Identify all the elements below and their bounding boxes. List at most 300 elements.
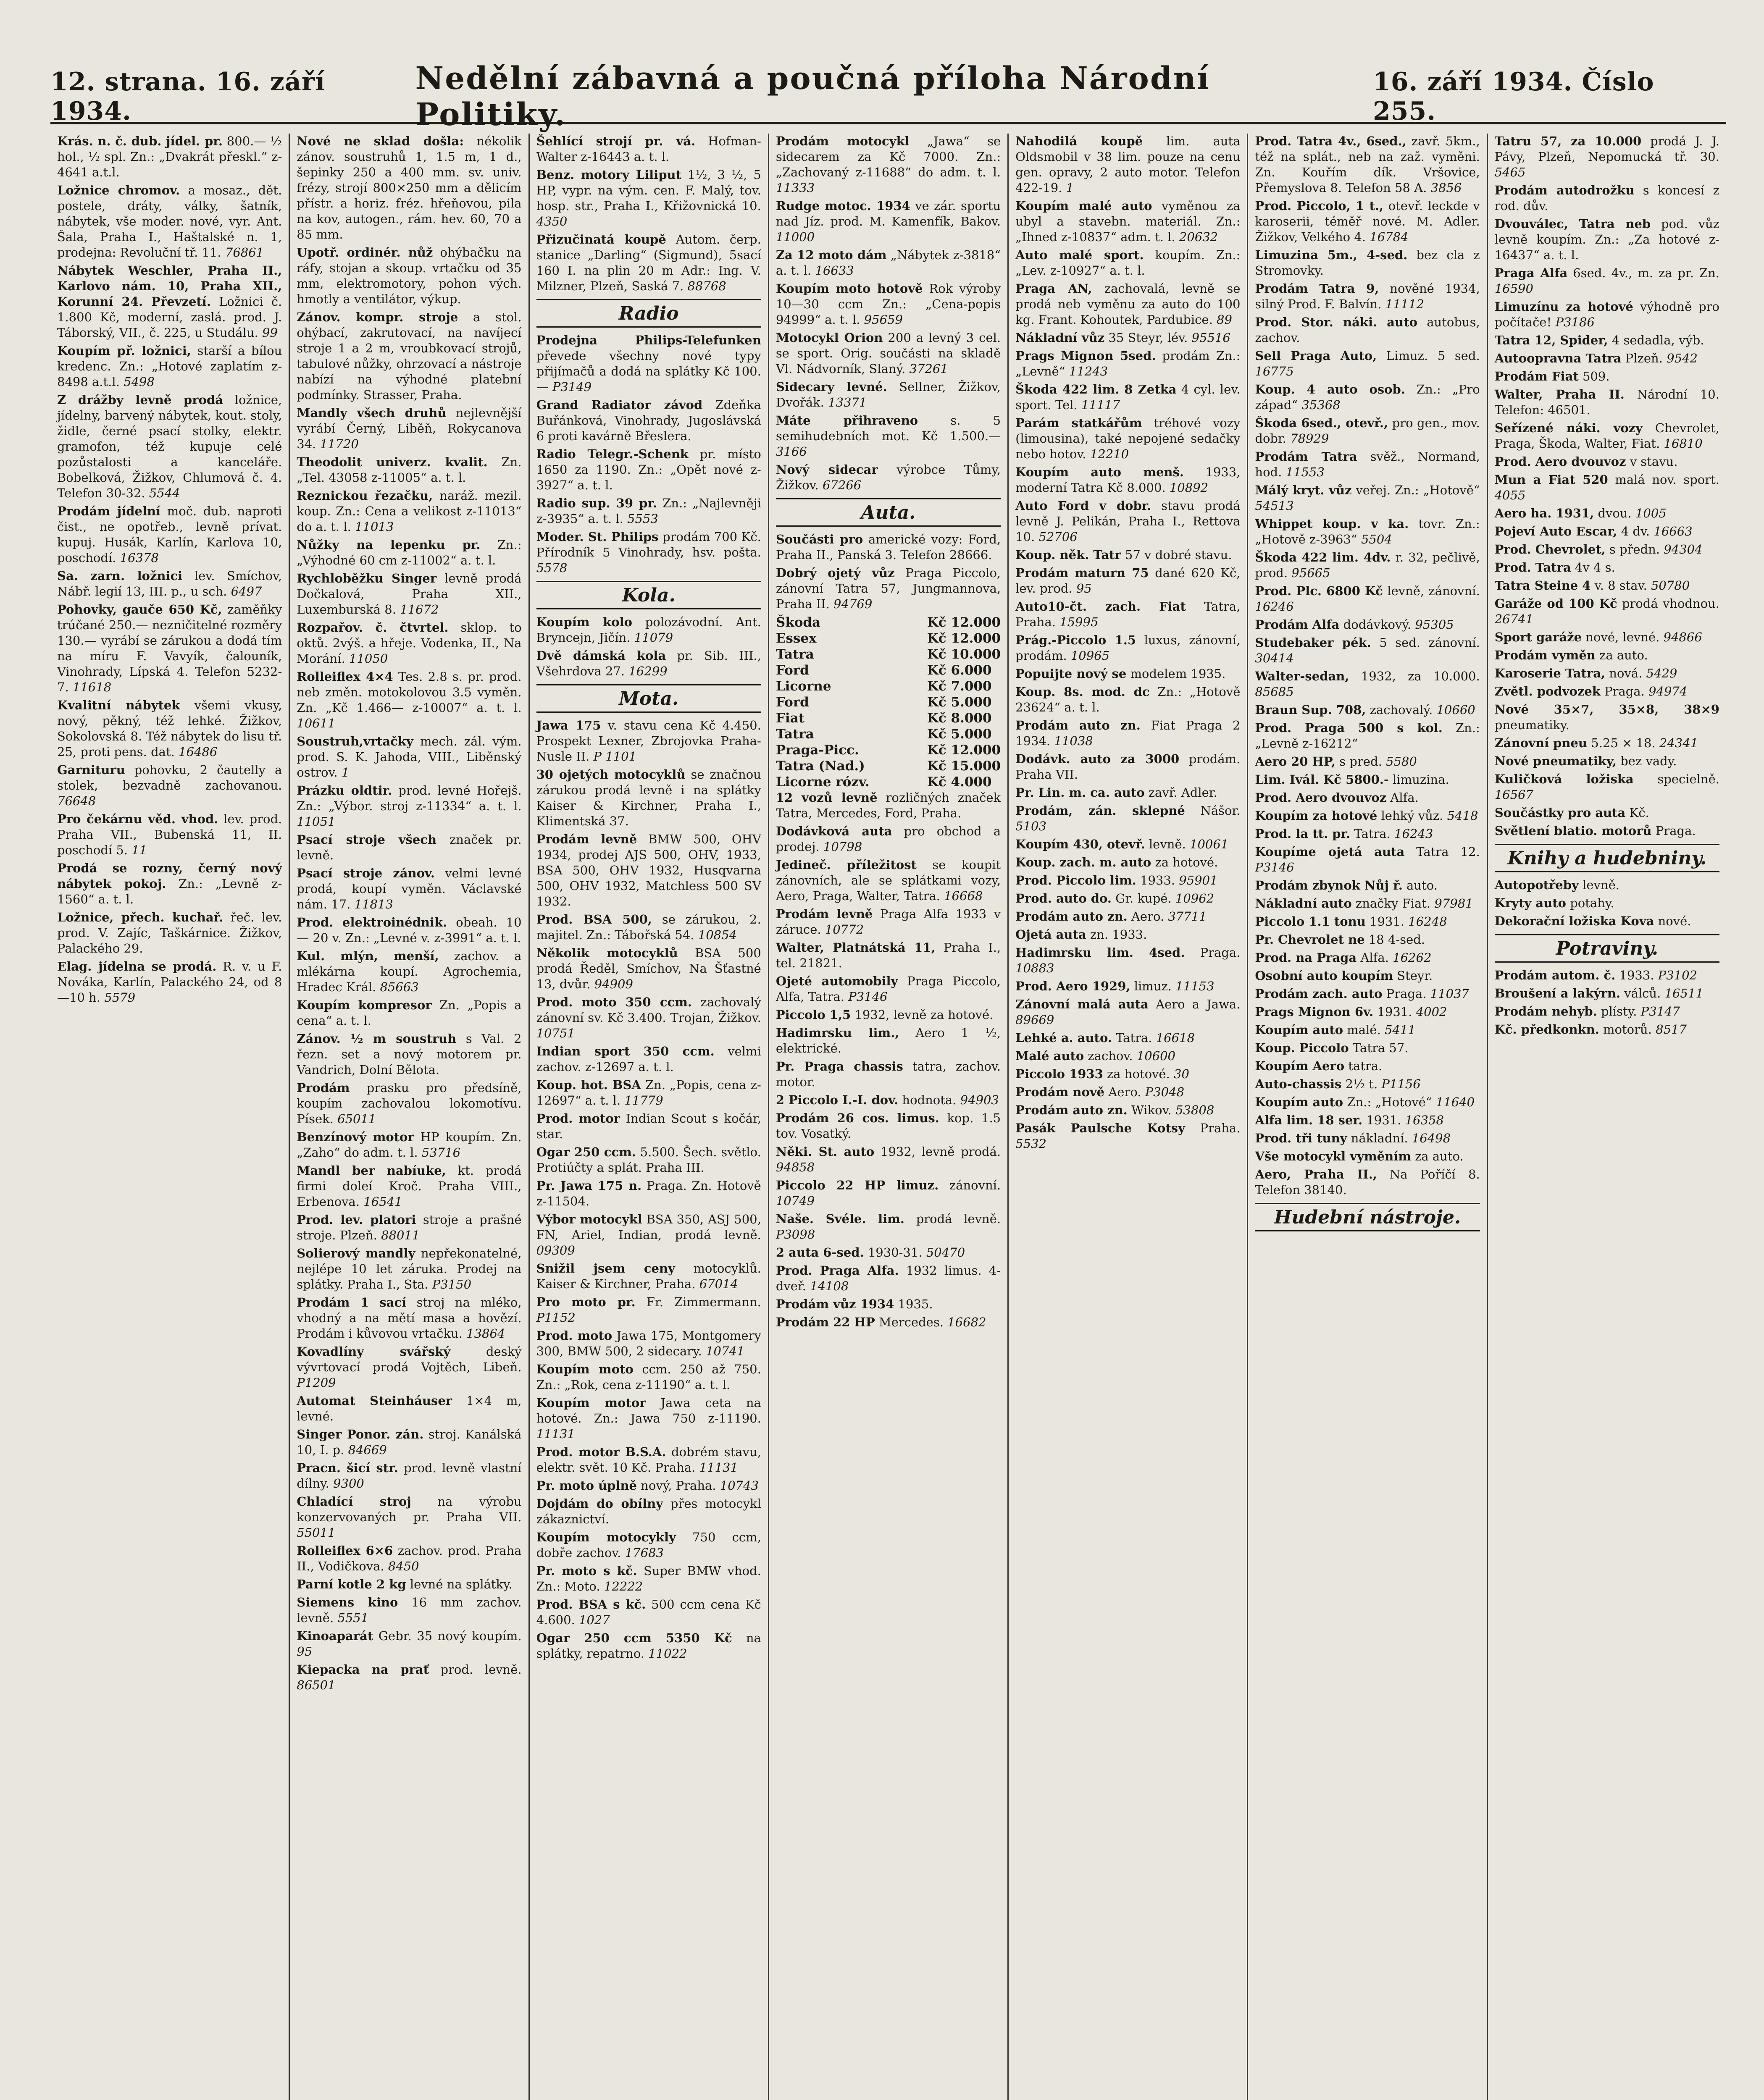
classified-ad [536,1044,761,1075]
ad-headline: Koupíme ojetá auta [1255,845,1405,859]
ad-body: válců. [1620,986,1661,1000]
ad-headline: Koupím moto [536,1362,634,1376]
ad-body: 1½, 3 ½, 5 HP, vypr. na vým. cen. F. Malý, tov. hosp. str., Praha I., Křižovnická 10. [536,168,761,213]
classified-ad [297,488,521,535]
ad-headline: Sell Praga Auto, [1255,349,1377,363]
ad-headline: Nahodilá koupě [1015,134,1143,148]
classified-ad [1255,281,1480,312]
ad-headline: Koup. něk. Tatr [1015,548,1121,562]
ad-reference-code: 5498 [119,375,155,389]
ad-reference-code: 11051 [297,814,336,829]
ad-body: levně. [1578,878,1619,892]
ad-body: Praga. [1600,684,1645,698]
ad-body: Autom. čerp. stanice „Darling“ (Sigmund), 5sací 160 I. na plin 20 m Adr.: Ing. V. Milzner, Plzeň, Saská 7. [536,232,761,293]
classified-ad [1495,351,1719,366]
classified-ad [57,959,282,1005]
ad-reference-code: 16682 [943,1315,986,1329]
ad-headline: Benzínový motor [297,1130,414,1144]
classified-ad [297,1662,521,1693]
ad-body: zánovní. [939,1178,1001,1192]
classified-ad [57,183,282,260]
classified-ad [1495,895,1719,911]
ad-headline: Prod. Aero 1929, [1015,979,1130,993]
ad-headline: Prod. na Praga [1255,950,1357,965]
ad-headline: Prod. Praga 500 s kol. [1255,721,1443,735]
ad-body: prodám 700 Kč. Přírodník 5 Vinohrady, hsv. pošta. [536,530,761,559]
ad-reference-code: 35368 [1298,398,1341,412]
classified-ad [1255,483,1480,514]
classified-ad [1015,873,1240,888]
ad-headline: Nové 35×7, 35×8, 38×9 [1494,702,1719,717]
ad-body: luxus, zánovní, prodám. [1015,633,1241,663]
classified-ad [1495,134,1719,180]
ad-headline: Motocykl Orion [776,331,883,345]
price-table-make: Praga-Picc. [776,743,859,758]
ad-reference-code: 10061 [1186,837,1229,851]
ad-reference-code: 95659 [860,312,903,327]
ad-body: nový, Praha. [636,1478,716,1493]
ad-headline: Psací stroje zánov. [297,866,435,880]
ad-headline: Prodám Alfa [1255,617,1340,632]
ad-body: mech. zál. vým. prod. S. K. Jahoda, VIII., Liběnský ostrov. [297,734,522,780]
ad-body: moč. dub. naproti čist., ne opotřeb., levně prívat. kupuj. Husák, Karlín, Karlova 10, poschodí. [57,504,282,565]
ad-reference-code: 52706 [1035,530,1078,544]
classified-ad [1015,803,1240,834]
classified-ad [297,1295,521,1341]
ad-headline: Seřízené náki. vozy [1494,421,1643,435]
ad-body: zavř. Adler. [1144,785,1217,800]
ad-headline: Prod. Piccolo lim. [1015,873,1136,887]
ad-body: Aero. [1104,1085,1141,1099]
price-table-price: Kč 12.000 [927,743,1001,758]
ad-headline: Rudge motoc. 1934 [776,199,910,213]
ad-reference-code: 78929 [1286,431,1329,446]
ad-headline: Lehké a. auto. [1015,1031,1112,1045]
classified-ad [1015,330,1240,346]
classified-ad [1495,735,1719,751]
ad-headline: Radio Telegr.-Schenk [536,447,689,461]
ad-headline: Pracn. šicí str. [297,1461,398,1475]
ad-reference-code: 5418 [1443,808,1478,823]
classified-ad [297,571,521,617]
ad-reference-code: 94769 [829,597,873,611]
ad-reference-code: 10892 [1165,480,1209,495]
classified-ad [1495,299,1719,330]
classified-ad [1255,1076,1480,1092]
classified-ad [536,232,761,294]
ad-body: Zn.: „Hotové“ [1343,1095,1432,1109]
ad-headline: Walter, Praha II. [1494,387,1625,402]
ad-reference-code: 16784 [1366,230,1409,244]
classified-ad [297,915,521,946]
ad-headline: Zánov. ½ m soustruh [297,1032,457,1046]
ad-reference-code: 11013 [351,520,394,534]
ad-reference-code: 94866 [1659,630,1702,644]
ad-headline: Vše motocykl vyměním [1255,1149,1411,1163]
ad-body: BSA 500 prodá Ředěl, Smíchov, Na Šťastné 13, dvůr. [536,946,761,991]
classified-ad [776,198,1001,245]
price-table-make: Ford [776,663,809,678]
ad-reference-code: 16618 [1152,1031,1195,1045]
ad-headline: Dvě dámská kola [536,648,666,663]
ad-headline: Garnituru [57,763,125,777]
classified-ad [1015,498,1240,545]
ad-headline: Prodám motocykl [776,134,910,148]
classified-ad [1015,684,1240,715]
ad-body: za auto. [1411,1149,1464,1163]
ad-body: na výrobu konzervovaných pr. Praha VII. [297,1494,522,1524]
classified-ad [1495,369,1719,384]
ad-reference-code: 65011 [333,1112,376,1126]
ad-reference-code: 10749 [776,1194,815,1208]
ad-reference-code: 10883 [1015,961,1054,975]
classified-ad [776,824,1001,855]
ad-body: zachovalá, levně se prodá neb vyměnu za auto do 100 kg. Frant. Kohoutek, Pardubice. [1015,281,1241,327]
ad-body: ve zár. sportu nad Jíz. prod. M. Kamenfík, Bakov. [776,199,1001,228]
ad-headline: Koup. zach. m. auto [1015,855,1151,869]
classified-ad [536,1597,761,1628]
ad-headline: Rolleiflex 4×4 [297,669,393,684]
ad-headline: Ložnice, přech. kuchař. [57,910,223,924]
classified-ad [1495,420,1719,452]
ad-headline: Prázku oldtir. [297,783,392,798]
ad-headline: Piccolo 1.1 tonu [1255,914,1366,929]
ad-reference-code: 85685 [1255,685,1294,699]
ad-body: americké vozy: Ford, Praha II., Panská 3. Telefon 28666. [776,532,1001,562]
ad-body: Tatra, Praha. [1015,599,1241,629]
classified-ad [1255,348,1480,379]
ad-reference-code: 6497 [227,584,262,598]
ad-body: r. 32, pečlivě, prod. [1255,550,1480,580]
ad-headline: Několik motocyklů [536,946,678,960]
classified-ad [536,1563,761,1594]
ad-headline: Limuzínu za hotové [1494,299,1633,314]
ad-headline: Koupím moto hotově [776,281,923,296]
ad-headline: Prod. Plc. 6800 Kč [1255,584,1383,598]
ad-headline: Prodám autodrožku [1494,183,1635,197]
ad-body: svěž., Normand, hod. [1255,449,1480,479]
classified-ad [1255,617,1480,633]
classified-ad [1255,1058,1480,1074]
ad-headline: Kuličková ložiska [1494,772,1634,786]
classified-ad [536,945,761,992]
header-issue-number: 16. září 1934. Číslo 255. [1373,67,1654,126]
ad-body: 1932 limus. 4-dveř. [776,1263,1001,1293]
ad-body: 1932, levně prodá. [874,1144,1001,1159]
price-table-make: Licorne [776,679,831,694]
ad-body: prodám Zn.: „Levně“ [1015,349,1241,378]
classified-ad [536,1294,761,1326]
page-header [50,60,1726,133]
classified-ad [536,1478,761,1494]
classified-ad [57,811,282,858]
ad-body: lehký vůz. [1377,808,1443,823]
ad-body: tatra. [1344,1059,1383,1073]
classified-ad [1255,968,1480,984]
ad-headline: Prod. elektroinédnik. [297,915,447,929]
classified-ad [1255,754,1480,769]
ad-reference-code: 9300 [329,1476,364,1491]
section-heading-radio: Radio [536,299,761,328]
ad-headline: Sidecary levné. [776,380,887,394]
classified-ad [536,1111,761,1142]
ad-body: Ložnici č. 1.800 Kč, moderní, zaslá. prod. J. Táborský, VII., č. 225, u Studálu. [57,294,282,340]
ad-body: značek pr. levně. [297,832,522,862]
classified-ad [536,446,761,493]
ad-headline: Máte přihraveno [776,413,918,428]
ad-headline: Prodám zbynok Nůj ř. [1255,878,1403,892]
ad-headline: Dodávková auta [776,824,892,838]
ad-reference-code: 95 [297,1644,313,1659]
classified-ad [776,906,1001,937]
classified-ad [536,134,761,165]
classified-ad [1495,560,1719,575]
classified-ad [776,974,1001,1005]
ad-body: stroj na mléko, vhodný a na mětí masa a hovězí. Prodám i kůvovou vrtačku. [297,1295,522,1341]
ad-reference-code: 4350 [536,214,568,228]
ad-headline: Prod. Tatra 4v., 6sed., [1255,134,1406,148]
classified-ad [1495,666,1719,681]
classified-ad [536,1496,761,1527]
ad-reference-code: 11672 [396,602,439,617]
ad-headline: Upotř. ordinér. nůž [297,245,433,260]
ad-reference-code: 16775 [1255,364,1294,378]
ad-reference-code: 3166 [776,444,807,459]
ad-headline: Grand Radiator závod [536,398,703,412]
classified-ad [297,1393,521,1424]
ad-headline: Koupím malé auto [1015,199,1152,213]
ad-headline: Prodám maturn 75 [1015,566,1149,580]
ad-body: Kč. [1625,806,1649,820]
ad-body: Praha. [1185,1121,1241,1135]
ad-body: motorů. [1599,1022,1652,1037]
ad-headline: Ogar 250 ccm. [536,1145,636,1159]
ad-body: Hofman-Walter z-16443 a. t. l. [536,134,761,164]
ad-reference-code: 30414 [1255,651,1294,665]
ad-reference-code: 10660 [1433,703,1475,717]
ad-body: Fiat Praga 2 1934. [1015,718,1241,748]
classified-ad [1495,823,1719,839]
ad-body: modelem 1935. [1126,667,1226,681]
ad-reference-code: P1156 [1378,1077,1421,1091]
ad-reference-code: 16248 [1404,914,1447,929]
classified-ad [776,1144,1001,1175]
price-table-price: Kč 4.000 [927,774,992,790]
classified-ad [297,1577,521,1592]
ad-body: s koncesí z rod. dův. [1494,183,1719,213]
classified-ad [1015,599,1240,630]
column-3 [530,134,769,2100]
classified-ad [1255,1113,1480,1128]
ad-reference-code: 97981 [1430,896,1473,911]
ad-headline: Soustruh,vrtačky [297,734,413,748]
ad-reference-code: 13371 [824,395,867,410]
ad-headline: Něki. St. auto [776,1144,875,1159]
ad-body: pr. Sib. III., Všehrdova 27. [536,648,761,678]
ad-body: Rok výroby 10—30 ccm Zn.: „Cena-popis 94999“ a. t. l. [776,281,1001,327]
ad-body: Aero. [1127,909,1165,924]
ad-body: rozličných značek Tatra, Mercedes, Ford, Praha. [776,790,1001,820]
ad-body: 509. [1578,369,1610,383]
ad-reference-code: P1209 [297,1376,336,1390]
ad-body: v. 8 stav. [1590,578,1647,593]
classified-ad [1495,702,1719,733]
ad-body: tréhové vozy (limousina), také nepojené sedačky nebo hotov. [1015,416,1241,461]
classified-ad [297,1427,521,1458]
ad-reference-code: 53716 [418,1145,461,1160]
ad-body: kop. 1.5 tov. Vosatký. [776,1111,1001,1141]
classified-ad [776,1025,1001,1056]
ad-body: plísty. [1597,1004,1637,1018]
used-car-price-table [776,614,1001,790]
ad-headline: 2 Piccolo I.-I. dov. [776,1093,899,1107]
classified-ad [1015,247,1240,278]
ad-body: stavu prodá levně J. Pelikán, Praha I., Rettova 10. [1015,499,1241,544]
ad-headline: Prags Mignon 5sed. [1015,349,1156,363]
classified-ad [1255,986,1480,1002]
classified-ad [1255,720,1480,751]
ad-body: 4 dv. [1617,524,1650,538]
ad-headline: Prodám jídelní [57,504,161,518]
ad-headline: Koupím motor [536,1396,646,1410]
ad-headline: Koupím motocykly [536,1530,676,1544]
ad-headline: Piccolo 22 HP limuz. [776,1178,939,1192]
ad-headline: Nové ne sklad došla: [297,134,464,148]
ad-reference-code: 4055 [1494,488,1526,502]
ad-body: sklop. to oktů. 2výš. a hřeje. Vodenka, II., Na Morání. [297,620,522,666]
ad-body: naráž. mezil. koup. Zn.: Cena a velikost z-11013“ do a. t. l. [297,488,522,534]
ad-body: přes motocykl zákaznictví. [536,1496,761,1526]
ad-body: Nášor. [1185,803,1241,818]
ad-body: 750 ccm, dobře zachov. [536,1530,761,1560]
ad-body: a mosaz., dět. postele, dráty, války, šatník, nábytek, vše moder. nové, vyr. Ant. Šala, Praha I., Haštalské n. 1, prodejna: Revoluční tř. 11. [57,183,282,260]
ad-reference-code: 12222 [600,1579,643,1593]
ad-headline: Koupím kompresor [297,998,432,1012]
price-table-make: Škoda [776,615,821,630]
price-table-price: Kč 6.000 [927,663,992,678]
ad-headline: Pr. Praga chassis [776,1059,903,1074]
ad-body: Fr. Zimmermann. [635,1295,761,1309]
ad-body: pod. vůz levně koupím. Zn.: „Za hotové z-16437“ a. t. l. [1494,217,1719,262]
classified-ad [57,134,282,180]
classified-ad [776,379,1001,410]
ad-headline: Koup. 4 auto osob. [1255,382,1405,396]
ad-reference-code: 11117 [1077,398,1120,412]
ad-reference-code: 10962 [1171,891,1215,906]
classified-ad [776,1315,1001,1330]
ad-reference-code: 5465 [1494,165,1526,179]
ad-reference-code: 16358 [1401,1113,1444,1127]
ad-body: levně, zánovní. [1383,584,1480,598]
classified-ad [1495,630,1719,645]
classified-ad [1255,198,1480,245]
ad-headline: Prod. Chevrolet, [1494,542,1606,556]
ad-reference-code: 50470 [922,1245,965,1260]
ad-body: zachov. a mlékárna koupí. Agrochemia, Hradec Král. [297,949,522,994]
column-1 [50,134,290,2100]
ad-body: nověné 1934, silný Prod. F. Balvín. [1255,281,1480,311]
ad-body: 6sed. 4v., m. za pr. Zn. [1567,266,1719,280]
ad-headline: Whippet koup. v ka. [1255,517,1409,531]
section-heading-auta: Auta. [776,498,1001,527]
ad-body: R. v. u F. Nováka, Karlín, Palackého 24, od 8—10 h. [57,959,282,1005]
ad-body: auto. [1402,878,1438,892]
ad-reference-code: 5579 [100,990,136,1005]
classified-ad [57,343,282,390]
classified-ad [297,405,521,452]
classified-ad [1255,247,1480,278]
ad-headline: Dobrý ojetý vůz [776,566,895,580]
ad-reference-code: 11000 [776,230,815,244]
ad-body: 200 a levný 3 cel. se sport. Orig. součásti na skladě Vl. Nádvorník, Slaný. [776,331,1001,376]
ad-body: výrobce Tůmy, Žižkov. [776,462,1001,492]
ad-headline: Prags Mignon 6v. [1255,1005,1374,1019]
classified-ad [536,648,761,679]
classified-ad [297,1212,521,1243]
ad-reference-code: 9542 [1662,351,1698,365]
ad-body: dané 620 Kč, lev. prod. [1015,566,1241,596]
classified-ad [1495,877,1719,893]
classified-ad [1495,968,1719,983]
classified-ad [1015,1066,1240,1082]
ad-body: limuzina. [1388,772,1449,787]
ad-headline: Prod. BSA s kč. [536,1597,646,1612]
ad-headline: Prodám autom. č. [1494,968,1616,982]
ad-headline: Kryty auto [1494,896,1566,910]
classified-ad [1495,524,1719,539]
classified-ad [1255,635,1480,666]
classified-ad [1015,198,1240,245]
ad-reference-code: 50780 [1647,578,1690,593]
classified-ad [776,940,1001,971]
ad-headline: Koupím za hotové [1255,808,1378,823]
ad-reference-code: 8517 [1651,1022,1687,1037]
ad-headline: Prod. Aero dvouvoz [1494,454,1626,469]
ad-reference-code: 10600 [1133,1049,1176,1063]
ad-headline: Světlení blatio. motorů [1494,824,1652,838]
ad-body: Gebr. 35 nový koupím. [373,1629,522,1643]
ad-reference-code: 94974 [1644,684,1688,698]
section-heading-kola: Kola. [536,581,761,609]
classified-ad [776,330,1001,377]
classified-ad [1255,702,1480,718]
ad-headline: Auto Ford v dobr. [1015,499,1151,513]
ad-body: dodávkový. [1339,617,1412,632]
ad-reference-code: 95 [1072,581,1092,596]
price-table-price: Kč 5.000 [927,695,992,710]
classified-ad [536,333,761,395]
classified-ad [57,910,282,956]
classified-ad [1495,596,1719,627]
classified-ad [57,861,282,907]
ad-body: prodá levně. [904,1212,1001,1226]
ad-headline: Pr. Jawa 175 n. [536,1179,642,1193]
header-title: Nedělní zábavná a poučná příloha Národní Politiky. [415,60,1210,133]
ad-headline: Rolleiflex 6×6 [297,1544,393,1558]
classified-ad [297,245,521,307]
ad-body: Jawa ceta na hotové. Zn.: Jawa 750 z-11190. [536,1396,761,1425]
ad-body: otevř. leckde v karoserii, téměř nové. M. Adler. Žižkov, Velkého 4. [1255,199,1480,244]
ad-headline: Osobní auto koupím [1255,969,1393,983]
ad-headline: Součástky pro auta [1494,806,1626,820]
ad-body: Praga. Zn. Hotově z-11504. [536,1179,761,1208]
ad-headline: Prod. tři tuny [1255,1131,1347,1145]
ad-reference-code: 5429 [1642,666,1677,680]
ad-reference-code: 1 [1062,181,1074,195]
classified-ad [1015,415,1240,462]
ad-headline: Škoda 422 lim. 8 Zetka [1015,382,1177,396]
ad-body: ohýbačku na ráfy, stojan a skoup. vrtačku od 35 mm, elektromotory, pohon vých. hmotly a ventilátor, výkup. [297,245,522,306]
